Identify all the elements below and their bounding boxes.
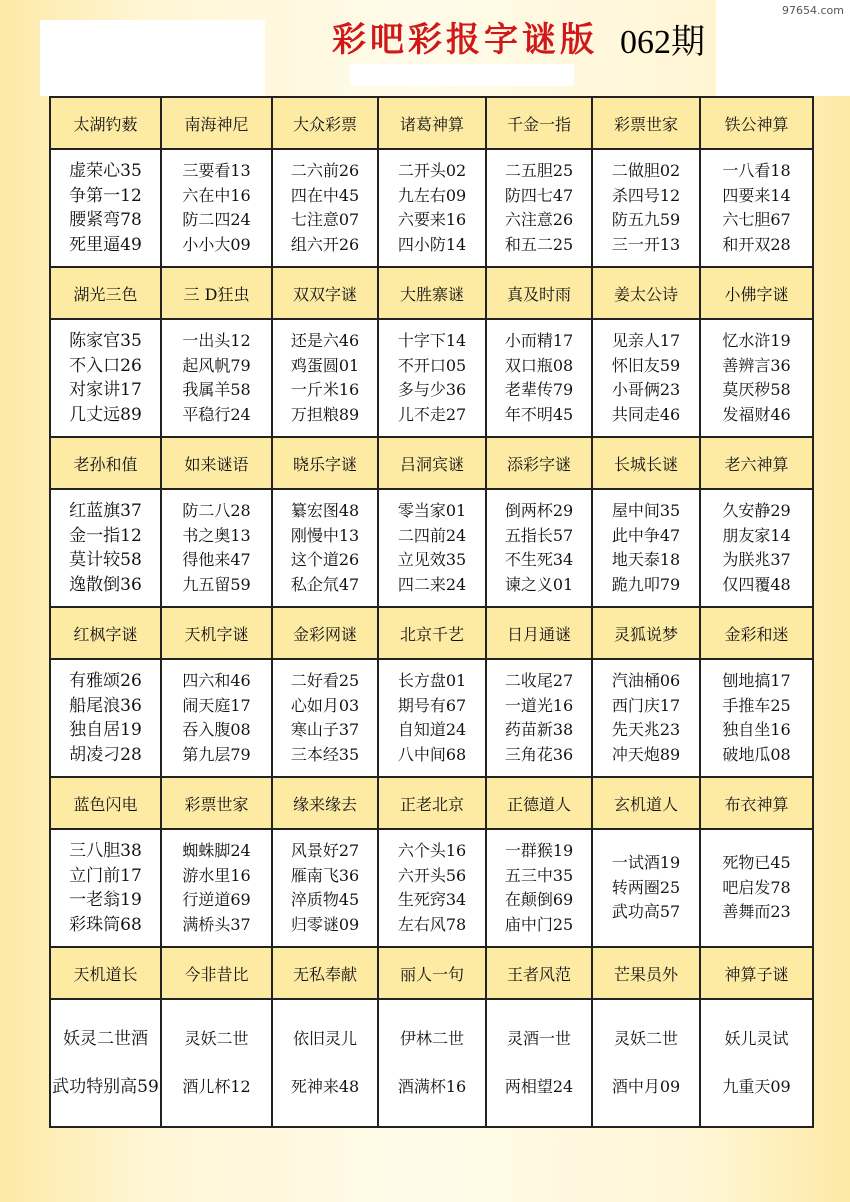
author-name-cell: 日月通谜 xyxy=(486,607,592,659)
riddle-line: 六在中16 xyxy=(182,185,251,205)
riddle-line: 蜘蛛脚24 xyxy=(182,841,251,860)
author-name-cell: 添彩字谜 xyxy=(486,437,592,489)
author-name-cell: 湖光三色 xyxy=(50,267,161,319)
riddle-row xyxy=(50,999,813,1127)
riddle-line: 多与少36 xyxy=(397,380,467,399)
riddle-line: 小而精17 xyxy=(504,331,574,350)
riddle-line: 酒中月09 xyxy=(611,1077,681,1096)
riddle-cell xyxy=(700,829,813,947)
author-name-cell: 诸葛神算 xyxy=(378,97,486,149)
riddle-line: 屋中间35 xyxy=(611,501,681,520)
riddle-line: 武功特别高59 xyxy=(52,1077,159,1097)
riddle-line: 几丈远89 xyxy=(69,404,142,425)
riddle-cell xyxy=(486,319,592,437)
author-name-cell: 三 D狂虫 xyxy=(161,267,272,319)
riddle-line: 组六开26 xyxy=(290,234,360,254)
riddle-cell xyxy=(378,999,486,1127)
riddle-line: 年不明45 xyxy=(504,404,574,424)
riddle-line: 期号有67 xyxy=(397,695,467,715)
riddle-line: 寒山子37 xyxy=(290,720,360,739)
riddle-line: 死神来48 xyxy=(290,1077,360,1096)
riddle-line: 莫计较58 xyxy=(69,550,142,570)
author-name-cell: 今非昔比 xyxy=(161,947,272,999)
riddle-line: 逸散倒36 xyxy=(69,574,142,595)
riddle-line: 九左右09 xyxy=(397,185,467,205)
author-name-cell: 长城长谜 xyxy=(592,437,700,489)
riddle-cell xyxy=(161,659,272,777)
author-name-cell: 无私奉献 xyxy=(272,947,378,999)
riddle-line: 起风帆79 xyxy=(182,355,251,375)
riddle-line: 二六前26 xyxy=(290,161,360,180)
riddle-cell xyxy=(161,829,272,947)
riddle-line: 七注意07 xyxy=(290,210,360,229)
author-name-cell: 大胜寨谜 xyxy=(378,267,486,319)
riddle-line: 为朕兆37 xyxy=(722,550,791,569)
issue-number: 062期 xyxy=(620,24,705,61)
riddle-line: 这个道26 xyxy=(290,550,360,569)
riddle-line: 八中间68 xyxy=(397,744,467,764)
riddle-line: 谏之义01 xyxy=(504,574,574,594)
riddle-line: 船尾浪36 xyxy=(69,695,142,716)
riddle-line: 鸡蛋圆01 xyxy=(290,355,360,375)
riddle-line: 争第一12 xyxy=(69,185,142,206)
riddle-line: 先天兆23 xyxy=(611,720,681,739)
author-name-cell: 正老北京 xyxy=(378,777,486,829)
riddle-cell xyxy=(700,999,813,1127)
riddle-cell xyxy=(161,489,272,607)
riddle-cell xyxy=(378,319,486,437)
author-name-cell: 太湖钓薮 xyxy=(50,97,161,149)
riddle-line: 刚慢中13 xyxy=(290,525,360,545)
riddle-cell xyxy=(161,999,272,1127)
riddle-line: 心如月03 xyxy=(290,695,360,715)
author-name-cell: 彩票世家 xyxy=(161,777,272,829)
riddle-line: 立门前17 xyxy=(69,865,142,886)
author-name-cell: 天机字谜 xyxy=(161,607,272,659)
riddle-cell xyxy=(486,149,592,267)
riddle-row xyxy=(50,149,813,267)
riddle-line: 刨地搞17 xyxy=(722,671,791,690)
author-name-cell: 老六神算 xyxy=(700,437,813,489)
riddle-line: 手推车25 xyxy=(722,695,791,715)
riddle-line: 朋友家14 xyxy=(722,525,791,545)
riddle-row xyxy=(50,489,813,607)
riddle-line: 见亲人17 xyxy=(611,331,681,350)
author-header-row xyxy=(50,437,813,489)
author-name-cell: 神算子谜 xyxy=(700,947,813,999)
riddle-line: 虚荣心35 xyxy=(69,161,142,181)
author-name-cell: 正德道人 xyxy=(486,777,592,829)
riddle-line: 伊林二世 xyxy=(399,1029,464,1048)
riddle-line: 跪九叩79 xyxy=(611,574,681,594)
riddle-line: 二四前24 xyxy=(397,525,467,545)
riddle-line: 私企氘47 xyxy=(290,574,360,594)
riddle-line: 零当家01 xyxy=(397,501,467,520)
riddle-cell xyxy=(592,659,700,777)
riddle-line: 三一开13 xyxy=(611,234,681,254)
riddle-table xyxy=(49,96,814,1128)
author-header-row xyxy=(50,777,813,829)
page-title: 彩吧彩报字谜版 xyxy=(332,20,598,60)
author-name-cell: 大众彩票 xyxy=(272,97,378,149)
author-name-cell: 真及时雨 xyxy=(486,267,592,319)
riddle-cell xyxy=(161,149,272,267)
riddle-row xyxy=(50,829,813,947)
riddle-line: 三角花36 xyxy=(504,744,574,764)
riddle-line: 淬质物45 xyxy=(290,890,360,909)
riddle-line: 破地瓜08 xyxy=(722,744,791,764)
riddle-line: 善舞而23 xyxy=(722,902,791,922)
riddle-line: 倒两杯29 xyxy=(504,501,574,520)
author-header-row xyxy=(50,267,813,319)
riddle-line: 六注意26 xyxy=(504,210,574,229)
author-name-cell: 北京千艺 xyxy=(378,607,486,659)
riddle-cell xyxy=(700,659,813,777)
riddle-line: 万担粮89 xyxy=(290,404,360,424)
site-watermark: 97654.com xyxy=(782,4,844,17)
riddle-line: 生死窍34 xyxy=(397,890,467,909)
riddle-line: 酒儿杯12 xyxy=(182,1077,251,1096)
riddle-line: 有雅颂26 xyxy=(69,671,142,691)
author-name-cell: 灵狐说梦 xyxy=(592,607,700,659)
riddle-line: 闹天庭17 xyxy=(182,695,251,715)
riddle-cell xyxy=(50,319,161,437)
riddle-line: 立见效35 xyxy=(397,550,467,569)
riddle-cell xyxy=(700,319,813,437)
riddle-line: 胡凌刁28 xyxy=(69,744,142,765)
riddle-cell xyxy=(486,489,592,607)
riddle-line: 四要来14 xyxy=(722,185,791,205)
riddle-line: 防四七47 xyxy=(504,185,574,205)
riddle-line: 行逆道69 xyxy=(182,890,251,909)
riddle-line: 二五胆25 xyxy=(504,161,574,180)
riddle-line: 善辨言36 xyxy=(722,355,791,375)
author-name-cell: 芒果员外 xyxy=(592,947,700,999)
riddle-cell xyxy=(272,829,378,947)
riddle-line: 转两圈25 xyxy=(611,877,681,897)
riddle-cell xyxy=(592,319,700,437)
riddle-line: 书之奥13 xyxy=(182,525,251,545)
author-header-row xyxy=(50,97,813,149)
riddle-line: 冲天炮89 xyxy=(611,744,681,764)
riddle-line: 五三中35 xyxy=(504,865,574,885)
riddle-cell xyxy=(50,149,161,267)
riddle-line: 六开头56 xyxy=(397,865,467,885)
riddle-line: 三八胆38 xyxy=(69,841,142,861)
riddle-line: 武功高57 xyxy=(611,902,681,922)
riddle-line: 腰紧弯78 xyxy=(69,210,142,230)
header-banner xyxy=(0,0,850,96)
author-name-cell: 吕洞宾谜 xyxy=(378,437,486,489)
author-header-row xyxy=(50,607,813,659)
riddle-line: 独自居19 xyxy=(69,720,142,740)
riddle-line: 二好看25 xyxy=(290,671,360,690)
author-name-cell: 老孙和值 xyxy=(50,437,161,489)
redaction-block-left xyxy=(40,20,265,96)
riddle-line: 我属羊58 xyxy=(182,380,251,399)
riddle-line: 不开口05 xyxy=(397,355,467,375)
author-name-cell: 布衣神算 xyxy=(700,777,813,829)
riddle-line: 九五留59 xyxy=(182,574,251,594)
riddle-cell xyxy=(486,999,592,1127)
riddle-line: 在颠倒69 xyxy=(504,890,574,909)
riddle-line: 死里逼49 xyxy=(69,234,142,255)
riddle-cell xyxy=(378,659,486,777)
riddle-line: 风景好27 xyxy=(290,841,360,860)
author-name-cell: 如来谜语 xyxy=(161,437,272,489)
author-name-cell: 红枫字谜 xyxy=(50,607,161,659)
riddle-line: 共同走46 xyxy=(611,404,681,424)
riddle-cell xyxy=(161,319,272,437)
author-name-cell: 玄机道人 xyxy=(592,777,700,829)
riddle-line: 和五二25 xyxy=(504,234,574,254)
author-name-cell: 小佛字谜 xyxy=(700,267,813,319)
riddle-line: 彩珠筒68 xyxy=(69,914,142,935)
riddle-line: 游水里16 xyxy=(182,865,251,885)
author-name-cell: 姜太公诗 xyxy=(592,267,700,319)
riddle-line: 独自坐16 xyxy=(722,720,791,739)
riddle-line: 三要看13 xyxy=(182,161,251,180)
riddle-line: 防二四24 xyxy=(182,210,251,229)
riddle-line: 小小大09 xyxy=(182,234,251,254)
author-name-cell: 金彩网谜 xyxy=(272,607,378,659)
riddle-line: 灵妖二世 xyxy=(613,1029,678,1048)
riddle-cell xyxy=(50,829,161,947)
riddle-line: 四二来24 xyxy=(397,574,467,594)
author-name-cell: 丽人一句 xyxy=(378,947,486,999)
riddle-line: 老辈传79 xyxy=(504,380,574,399)
riddle-cell xyxy=(272,319,378,437)
author-name-cell: 彩票世家 xyxy=(592,97,700,149)
riddle-line: 十字下14 xyxy=(397,331,467,350)
riddle-cell xyxy=(486,659,592,777)
bottom-edge xyxy=(44,1160,814,1166)
riddle-cell xyxy=(592,829,700,947)
riddle-line: 满桥头37 xyxy=(182,914,251,934)
riddle-line: 灵酒一世 xyxy=(506,1029,571,1048)
riddle-line: 仅四覆48 xyxy=(722,574,791,594)
riddle-line: 一斤米16 xyxy=(290,380,360,399)
riddle-line: 依旧灵儿 xyxy=(292,1029,357,1048)
riddle-cell xyxy=(700,489,813,607)
riddle-line: 六七胆67 xyxy=(722,210,791,229)
riddle-line: 汽油桶06 xyxy=(611,671,681,690)
riddle-line: 四小防14 xyxy=(397,234,467,254)
riddle-line: 长方盘01 xyxy=(397,671,467,690)
riddle-cell xyxy=(378,489,486,607)
riddle-cell xyxy=(700,149,813,267)
riddle-row xyxy=(50,319,813,437)
author-name-cell: 缘来缘去 xyxy=(272,777,378,829)
riddle-line: 防五九59 xyxy=(611,210,681,229)
riddle-cell xyxy=(378,829,486,947)
riddle-cell xyxy=(50,999,161,1127)
riddle-line: 久安静29 xyxy=(722,501,791,520)
author-header-row xyxy=(50,947,813,999)
riddle-line: 二收尾27 xyxy=(504,671,574,690)
author-name-cell: 金彩和迷 xyxy=(700,607,813,659)
riddle-line: 纂宏图48 xyxy=(290,501,360,520)
riddle-line: 小哥俩23 xyxy=(611,380,681,399)
riddle-line: 红蓝旗37 xyxy=(69,501,142,521)
riddle-line: 三本经35 xyxy=(290,744,360,764)
riddle-line: 儿不走27 xyxy=(397,404,467,424)
author-name-cell: 南海神尼 xyxy=(161,97,272,149)
riddle-line: 二做胆02 xyxy=(611,161,681,180)
riddle-line: 此中争47 xyxy=(611,525,681,545)
author-name-cell: 晓乐字谜 xyxy=(272,437,378,489)
riddle-line: 六个头16 xyxy=(397,841,467,860)
riddle-line: 平稳行24 xyxy=(182,404,251,424)
riddle-cell xyxy=(592,489,700,607)
riddle-line: 九重天09 xyxy=(722,1077,791,1096)
riddle-cell xyxy=(272,489,378,607)
riddle-line: 陈家官35 xyxy=(69,331,142,351)
riddle-line: 对家讲17 xyxy=(69,380,142,400)
riddle-line: 四在中45 xyxy=(290,185,360,205)
riddle-line: 庙中门25 xyxy=(504,914,574,934)
riddle-line: 一试酒19 xyxy=(611,853,681,873)
riddle-line: 防二八28 xyxy=(182,501,251,520)
author-name-cell: 天机道长 xyxy=(50,947,161,999)
riddle-cell xyxy=(592,149,700,267)
riddle-cell xyxy=(486,829,592,947)
riddle-line: 杀四号12 xyxy=(611,185,681,205)
riddle-line: 还是六46 xyxy=(290,331,360,350)
riddle-line: 不入口26 xyxy=(69,355,142,376)
riddle-line: 妖灵二世酒 xyxy=(63,1029,148,1049)
riddle-line: 忆水浒19 xyxy=(722,331,791,350)
riddle-line: 金一指12 xyxy=(69,525,142,546)
riddle-line: 二开头02 xyxy=(397,161,467,180)
riddle-line: 一道光16 xyxy=(504,695,574,715)
riddle-line: 两相望24 xyxy=(504,1077,574,1096)
riddle-line: 地天泰18 xyxy=(611,550,681,569)
riddle-line: 一出头12 xyxy=(182,331,251,350)
riddle-line: 灵妖二世 xyxy=(184,1029,249,1048)
riddle-cell xyxy=(272,149,378,267)
riddle-line: 怀旧友59 xyxy=(611,355,681,375)
riddle-line: 得他来47 xyxy=(182,550,251,569)
author-name-cell: 铁公神算 xyxy=(700,97,813,149)
riddle-line: 西门庆17 xyxy=(611,695,681,715)
riddle-line: 一群猴19 xyxy=(504,841,574,860)
riddle-line: 一八看18 xyxy=(722,161,791,180)
riddle-cell xyxy=(272,999,378,1127)
riddle-line: 第九层79 xyxy=(182,744,251,764)
author-name-cell: 蓝色闪电 xyxy=(50,777,161,829)
riddle-line: 左右风78 xyxy=(397,914,467,934)
riddle-cell xyxy=(50,659,161,777)
riddle-line: 吞入腹08 xyxy=(182,720,251,739)
riddle-line: 双口瓶08 xyxy=(504,355,574,375)
riddle-line: 归零谜09 xyxy=(290,914,360,934)
riddle-line: 酒满杯16 xyxy=(397,1077,467,1096)
riddle-cell xyxy=(592,999,700,1127)
author-name-cell: 王者风范 xyxy=(486,947,592,999)
riddle-line: 四六和46 xyxy=(182,671,251,690)
riddle-line: 自知道24 xyxy=(397,720,467,739)
riddle-line: 不生死34 xyxy=(504,550,574,569)
author-name-cell: 千金一指 xyxy=(486,97,592,149)
riddle-line: 药苗新38 xyxy=(504,720,574,739)
riddle-line: 六要来16 xyxy=(397,210,467,229)
riddle-line: 吧启发78 xyxy=(722,877,791,897)
riddle-line: 五指长57 xyxy=(504,525,574,545)
riddle-line: 一老翁19 xyxy=(69,890,142,910)
riddle-cell xyxy=(50,489,161,607)
redaction-block-center xyxy=(350,64,574,86)
riddle-cell xyxy=(272,659,378,777)
riddle-line: 雁南飞36 xyxy=(290,865,360,885)
riddle-line: 妖儿灵试 xyxy=(724,1029,789,1048)
riddle-cell xyxy=(378,149,486,267)
riddle-line: 莫厌秽58 xyxy=(722,380,791,399)
riddle-row xyxy=(50,659,813,777)
riddle-line: 和开双28 xyxy=(722,234,791,254)
riddle-line: 发福财46 xyxy=(722,404,791,424)
riddle-line: 死物已45 xyxy=(722,853,791,873)
author-name-cell: 双双字谜 xyxy=(272,267,378,319)
